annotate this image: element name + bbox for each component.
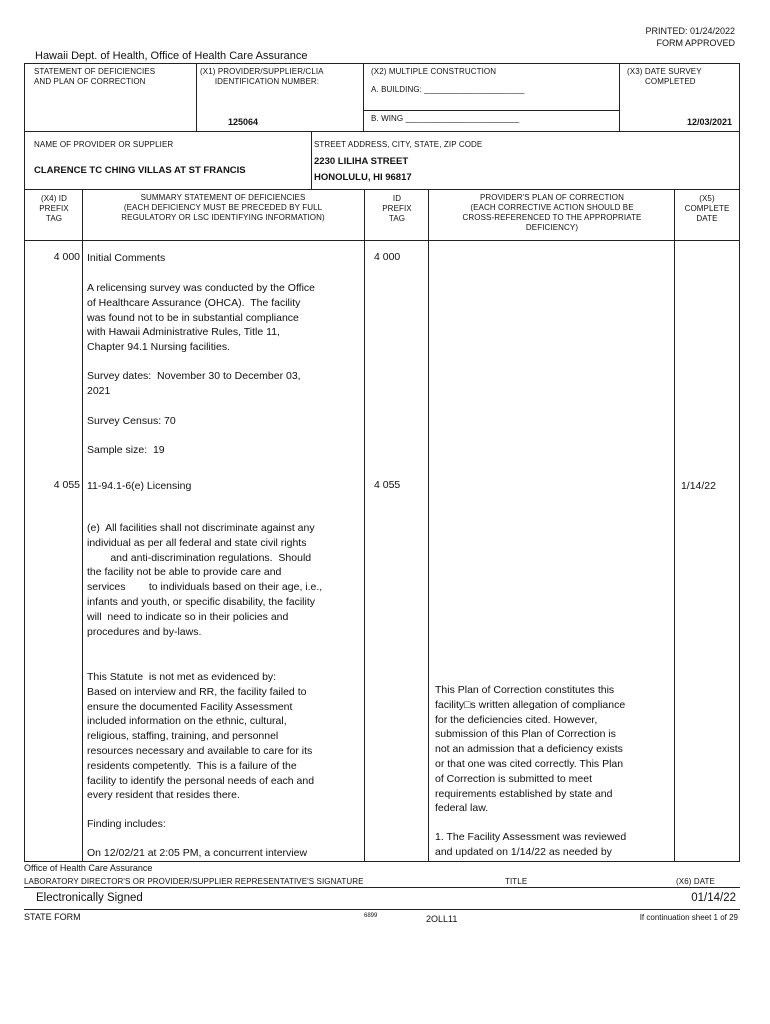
plan-header-4: DEFICIENCY) [525, 223, 579, 232]
state-form: STATE FORM [24, 912, 81, 922]
x1-label-2: IDENTIFICATION NUMBER: [214, 77, 320, 86]
x4-header-1: (X4) ID [40, 194, 68, 203]
rule-col-summary [364, 189, 365, 861]
statement-label-2: AND PLAN OF CORRECTION [34, 77, 146, 86]
rule-col-id [428, 189, 429, 861]
plan-header-2: (EACH CORRECTIVE ACTION SHOULD BE [470, 203, 634, 212]
office-name: Office of Health Care Assurance [24, 863, 153, 873]
regulation-text: (e) All facilities shall not discriminate against any individual as per all federal and state civil rights and anti-discrimination regulations. Should the facility not be able to provide care and services to individuals based on their age, i.e., infants and youth, or specific disability, the facility will need to indicate so in their policies and procedures and by-laws. [87, 522, 323, 638]
rule-box-bottom [24, 131, 740, 132]
x2-label: (X2) MULTIPLE CONSTRUCTION [371, 67, 497, 76]
title-label: TITLE [505, 877, 528, 886]
rule-provider-split [311, 131, 312, 189]
provider-name: CLARENCE TC CHING VILLAS AT ST FRANCIS [34, 165, 246, 176]
survey-description: A relicensing survey was conducted by the Office of Healthcare Assurance (OHCA). The facility was found not to be in substantial compliance with Hawaii Administrative Rules, Title 11, Chapter 94.1 Nursing facilities. [87, 282, 316, 354]
signature-label: LABORATORY DIRECTOR'S OR PROVIDER/SUPPLIER REPRESENTATIVE'S SIGNATURE [24, 877, 364, 886]
tag-4055: 4 055 [53, 479, 80, 491]
summary-header-3: REGULATORY OR LSC IDENTIFYING INFORMATION) [121, 213, 325, 222]
signature-date: 01/14/22 [691, 892, 736, 904]
rule-signature-bottom [24, 909, 740, 910]
x5-header-2: COMPLETE [684, 204, 730, 213]
licensing-heading: 11-94.1-6(e) Licensing [87, 480, 192, 492]
sample-size: Sample size: 19 [87, 444, 165, 456]
electronic-signature: Electronically Signed [36, 892, 143, 904]
rule-right [739, 63, 740, 861]
summary-header-2: (EACH DEFICIENCY MUST BE PRECEDED BY FULL [123, 203, 323, 212]
summary-header-1: SUMMARY STATEMENT OF DEFICIENCIES [140, 193, 306, 202]
survey-census: Survey Census: 70 [87, 415, 176, 427]
x1-label-1: (X1) PROVIDER/SUPPLIER/CLIA [200, 67, 324, 76]
complete-date: 1/14/22 [680, 480, 716, 492]
provider-name-label: NAME OF PROVIDER OR SUPPLIER [34, 140, 174, 149]
x5-header-3: DATE [696, 214, 718, 223]
form-approved: FORM APPROVED [656, 38, 735, 48]
rule-header-bottom [24, 240, 740, 241]
x4-header-2: PREFIX [39, 204, 69, 213]
plan-of-correction-text: This Plan of Correction constitutes this facility□s written allegation of compliance for the deficiencies cited. However, submission of this Plan of Correction is not an admission that a deficiency exists or that one was cited correctly. This Plan of Correction is submitted to meet requirements established by state and federal law. [435, 684, 626, 815]
rule-building-wing [363, 110, 619, 111]
form-number: 6899 [364, 913, 378, 919]
interview-text: On 12/02/21 at 2:05 PM, a concurrent interview [87, 847, 308, 859]
id-tag-4000: 4 000 [374, 251, 401, 263]
statute-evidence: This Statute is not met as evidenced by: Based on interview and RR, the facility failed to ensure the documented Facility Assessment included information on the ethnic, cultural, religious, staffing, training, and personnel resources necessary and available to care for its residents competently. This is a failure of the facility to identify the personal needs of each and every resident that resides there. [87, 671, 315, 802]
plan-header-3: CROSS-REFERENCED TO THE APPROPRIATE [462, 213, 642, 222]
rule-v2 [363, 63, 364, 131]
rule-col-x4 [82, 189, 83, 861]
tag-4000: 4 000 [53, 251, 80, 263]
x6-date-label: (X6) DATE [676, 877, 715, 886]
street-address: 2230 LILIHA STREET [314, 156, 409, 167]
survey-dates: Survey dates: November 30 to December 03, 2021 [87, 370, 301, 397]
plan-item-1: 1. The Facility Assessment was reviewed and updated on 1/14/22 as needed by [435, 831, 627, 858]
x5-header-1: (X5) [699, 194, 715, 203]
id-header-2: PREFIX [382, 204, 412, 213]
wing-line: B. WING _________________________ [371, 114, 520, 123]
rule-signature-top [24, 887, 740, 888]
rule-v1 [196, 63, 197, 131]
event-id: 2OLL11 [426, 914, 458, 924]
id-header-1: ID [392, 194, 402, 203]
plan-header-1: PROVIDER'S PLAN OF CORRECTION [479, 193, 624, 202]
initial-comments-heading: Initial Comments [87, 252, 166, 264]
rule-left [24, 63, 25, 861]
rule-v3 [619, 63, 620, 131]
x3-value: 12/03/2021 [686, 117, 732, 127]
statement-label-1: STATEMENT OF DEFICIENCIES [34, 67, 156, 76]
id-header-3: TAG [388, 214, 406, 223]
rule-top [24, 63, 740, 64]
city-state-zip: HONOLULU, HI 96817 [314, 172, 412, 183]
x4-header-3: TAG [45, 214, 63, 223]
rule-provider-bottom [24, 189, 740, 190]
printed-date: PRINTED: 01/24/2022 [645, 26, 735, 36]
id-tag-4055: 4 055 [374, 479, 401, 491]
finding-includes: Finding includes: [87, 818, 166, 830]
rule-col-plan [674, 189, 675, 861]
x3-label-2: COMPLETED [645, 77, 696, 86]
agency-name: Hawaii Dept. of Health, Office of Health Care Assurance [35, 50, 308, 62]
x1-value: 125064 [228, 117, 259, 127]
continuation-sheet: If continuation sheet 1 of 29 [639, 913, 738, 922]
building-line: A. BUILDING: ______________________ [371, 85, 525, 94]
address-label: STREET ADDRESS, CITY, STATE, ZIP CODE [314, 140, 483, 149]
rule-body-bottom [24, 861, 740, 862]
x3-label-1: (X3) DATE SURVEY [627, 67, 702, 76]
